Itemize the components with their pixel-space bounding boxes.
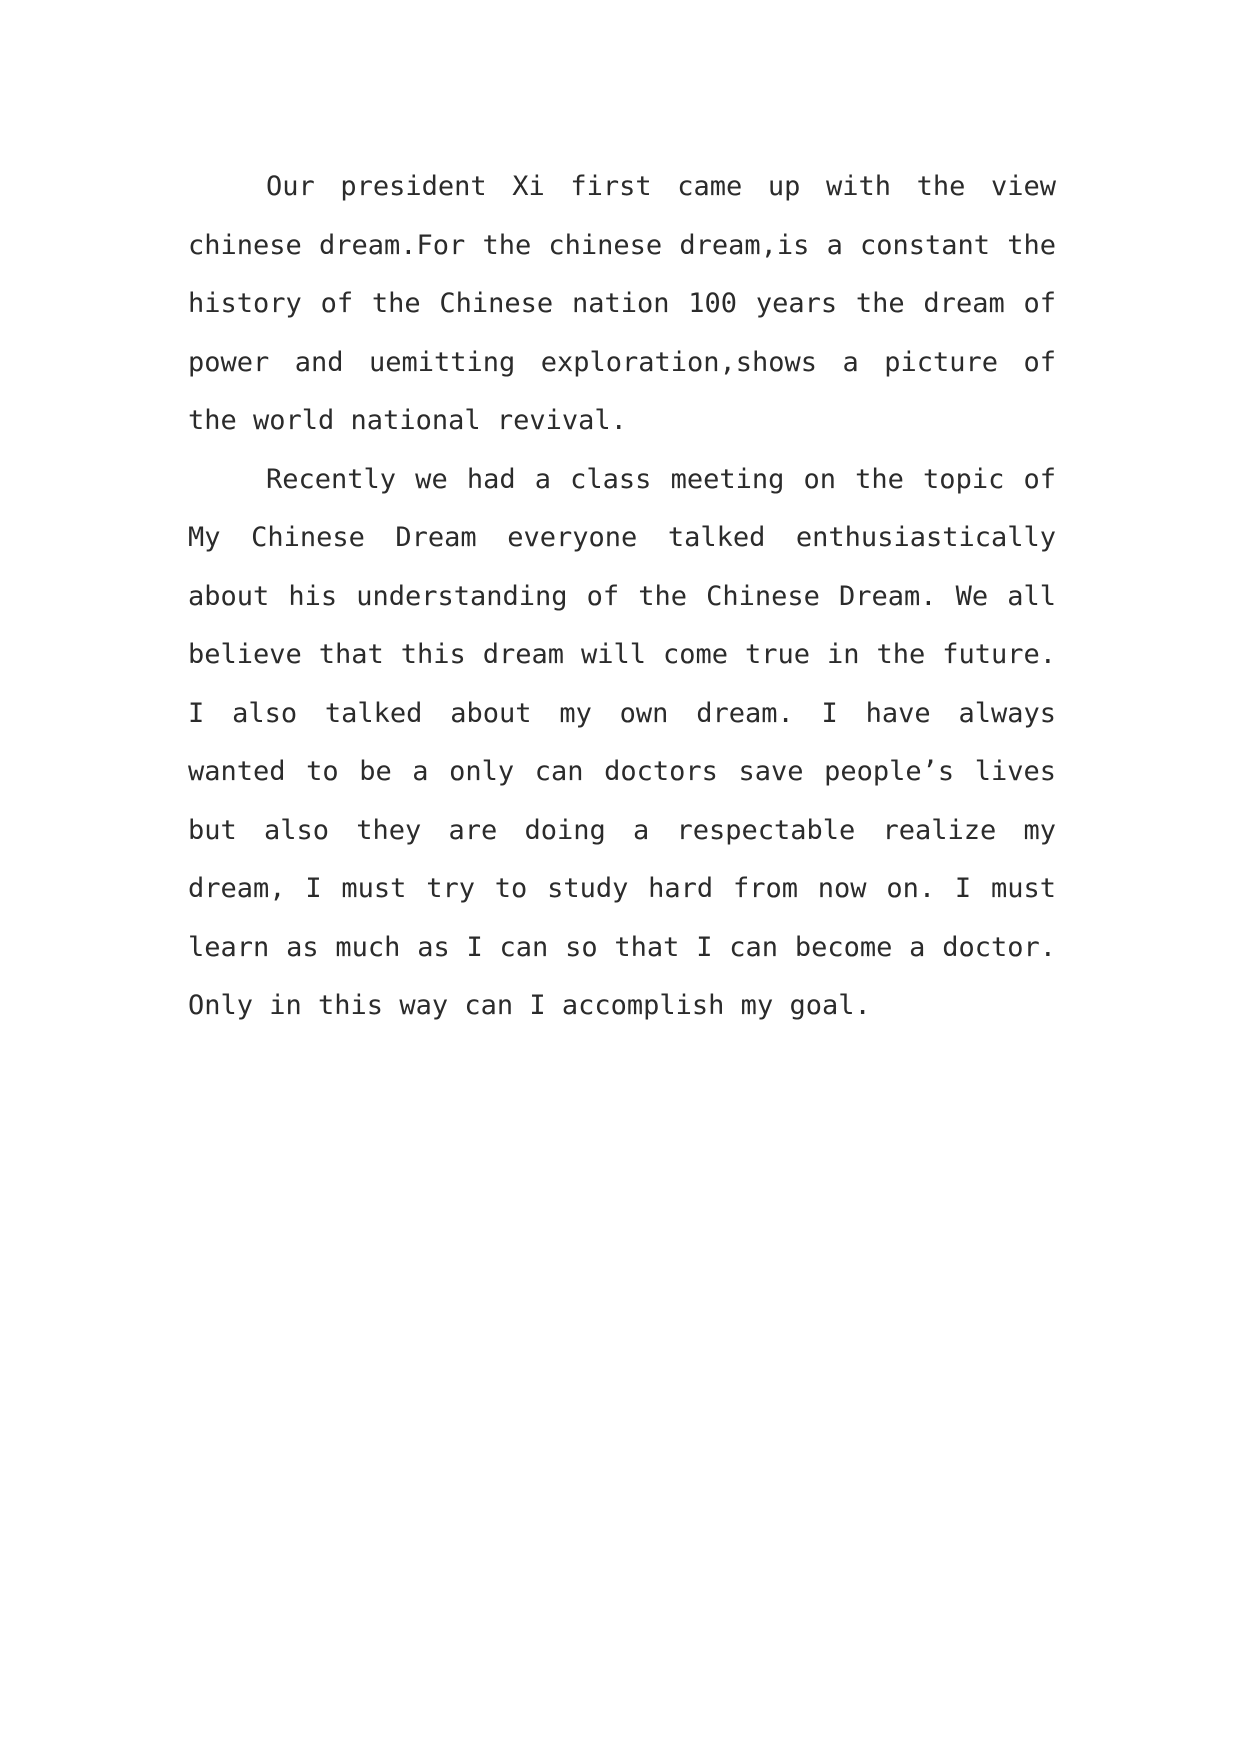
document-body <box>188 158 1056 1036</box>
paragraph-class-meeting: Recently we had a class meeting on the topic of My Chinese Dream everyone talked enthusiastically about his understanding of the Chinese Dream. We all believe that this dream will come true in the future. I also talked about my own dream. I have always wanted to be a only can doctors save people’s lives but also they are doing a respectable realize my dream, I must try to study hard from now on. I must learn as much as I can so that I can become a doctor. Only in this way can I accomplish my goal. <box>188 463 1056 1021</box>
paragraph-chinese-dream-intro: Our president Xi first came up with the view chinese dream.For the chinese dream,is a constant the history of the Chinese nation 100 years the dream of power and uemitting exploration,shows a picture of the world national revival. <box>188 171 1056 436</box>
